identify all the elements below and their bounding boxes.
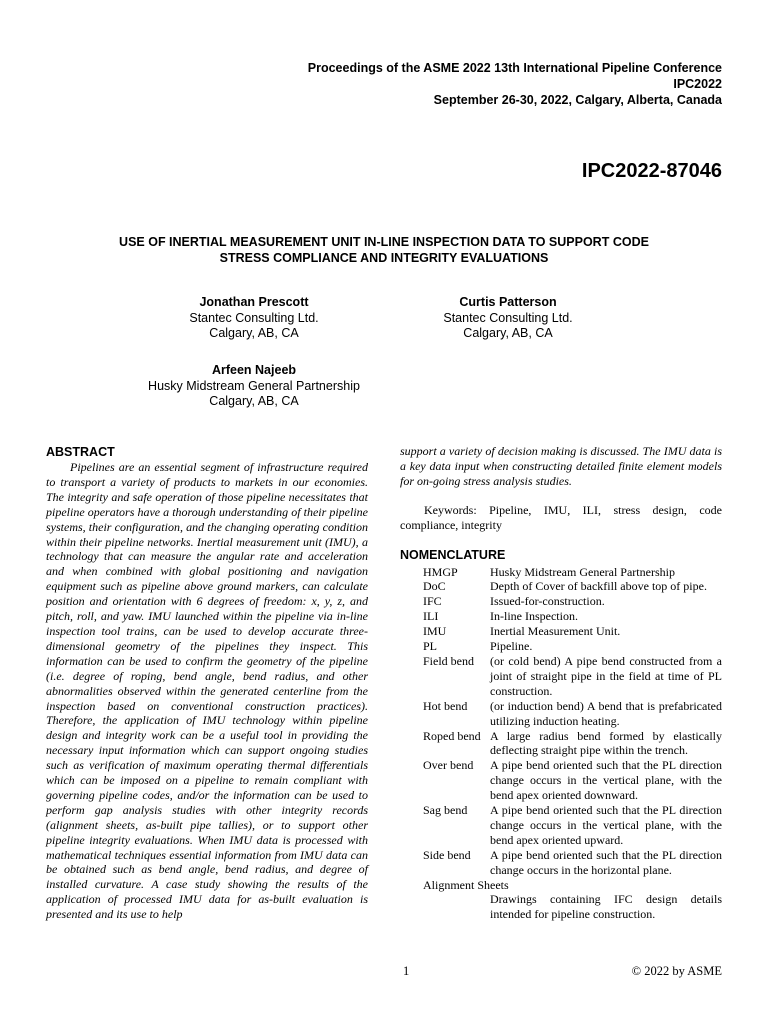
page-number: 1 [403, 964, 410, 978]
nomenclature-row [400, 609, 722, 624]
nomenclature-term: Over bend [423, 758, 474, 773]
right-column [400, 444, 722, 922]
keywords: Keywords: Pipeline, IMU, ILI, stress design, code compliance, integrity [400, 502, 722, 532]
nomenclature-row [400, 639, 722, 654]
abstract-heading: ABSTRACT [46, 445, 115, 459]
author-location: Calgary, AB, CA [463, 326, 553, 340]
nomenclature-row [400, 594, 722, 609]
author-location: Calgary, AB, CA [209, 326, 299, 340]
nomenclature-term: ILI [423, 609, 439, 624]
nomenclature-row [400, 624, 722, 639]
paper-title [60, 234, 708, 266]
nomenclature-term: HMGP [423, 564, 458, 579]
nomenclature-definition: (or cold bend) A pipe bend constructed from a joint of straight pipe in the field at time of PL construction. [490, 653, 722, 698]
conference-code: IPC2022 [673, 77, 722, 91]
nomenclature-term: DoC [423, 579, 446, 594]
paper-title-line-1: USE OF INERTIAL MEASUREMENT UNIT IN-LINE INSPECTION DATA TO SUPPORT CODE [119, 235, 649, 249]
author-affiliation: Stantec Consulting Ltd. [443, 310, 573, 325]
nomenclature-list [400, 565, 722, 878]
nomenclature-definition: A large radius bend formed by elastically deflecting straight pipe within the trench. [490, 728, 722, 758]
conference-header [202, 60, 722, 108]
conference-name: Proceedings of the ASME 2022 13th International Pipeline Conference [307, 61, 722, 75]
nomenclature-row [400, 803, 722, 848]
nomenclature-definition: Pipeline. [490, 639, 533, 654]
author-name: Jonathan Prescott [199, 295, 309, 309]
nomenclature-row [400, 848, 722, 878]
nomenclature-row [400, 729, 722, 759]
nomenclature-row [400, 758, 722, 803]
paper-id: IPC2022-87046 [581, 160, 722, 182]
nomenclature-definition: A pipe bend oriented such that the PL direction change occurs in the vertical plane, with the bend apex oriented upward. [490, 803, 722, 847]
copyright: © 2022 by ASME [631, 964, 722, 978]
author-location: Calgary, AB, CA [209, 394, 299, 408]
nomenclature-definition: Issued-for-construction. [490, 594, 605, 609]
nomenclature-term: Side bend [423, 847, 471, 862]
nomenclature-definition: Husky Midstream General Partnership [490, 564, 675, 579]
nomenclature-term: PL [423, 639, 438, 654]
nomenclature-row [400, 699, 722, 729]
nomenclature-term: Field bend [423, 653, 474, 668]
nomenclature-row [400, 565, 722, 580]
nomenclature-row [400, 654, 722, 699]
abstract-text: Pipelines are an essential segment of infrastructure required to transport a variety of products to markets in our economies. The integrity and safe operation of those pipeline necessitates that pipeline operators have a thorough understanding of their pipeline systems, their configuration, and the changing operating condition within their pipeline networks. Inertial measurement unit (IMU), a technology that can measure the angular rate and acceleration and when combined with global positioning and navigation equipment such as pipeline above ground markers, can calculate position and orientation with 6 degrees of freedom: x, y, z, and pitch, roll, and yaw. IMU launched within the pipeline via in-line inspection tool trains, can be used to develop accurate three-dimensional geometry of the pipelines they inspect. This information can be used to confirm the geometry of the pipeline (i.e. degree of roping, bend angle, bend radius, and other abnormalities observed within the generated centerline from the inspection based on conventional construction practices). Therefore, the application of IMU technology within pipeline design and integrity work can be a useful tool in providing the necessary input information which can support ongoing studies such as verification of maximum operating thermal differentials which can be imposed on a pipeline to remain compliant with governing pipeline codes, and/or the information can be used to perform gap analysis studies with other integrity records (alignment sheets, as-built pipe tallies), or to support other pipeline integrity evaluations. When IMU data is processed with mathematical techniques essential information from IMU data can be obtained such as bend angle, bend radius, and degree of installed curvature. A case study showing the results of the application of processed IMU data for as-built evaluation is presented and its use to help [46, 460, 368, 922]
left-column [46, 444, 368, 922]
nomenclature-heading: NOMENCLATURE [400, 547, 506, 562]
conference-dates: September 26-30, 2022, Calgary, Alberta, Canada [433, 93, 722, 107]
nomenclature-term: IFC [423, 594, 442, 609]
nomenclature-definition: Inertial Measurement Unit. [490, 624, 621, 639]
author-block [134, 295, 374, 342]
nomenclature-definition: Depth of Cover of backfill above top of pipe. [490, 579, 707, 594]
nomenclature-term: Hot bend [423, 698, 468, 713]
author-name: Arfeen Najeeb [211, 363, 297, 377]
nomenclature-term: Roped bend [423, 728, 481, 743]
author-block [134, 363, 374, 410]
nomenclature-term: Alignment Sheets [423, 877, 509, 892]
author-block [388, 295, 628, 342]
nomenclature-term: IMU [423, 624, 447, 639]
paper-title-line-2: STRESS COMPLIANCE AND INTEGRITY EVALUATIONS [219, 251, 549, 265]
abstract-continued: support a variety of decision making is discussed. The IMU data is a key data input when constructing detailed finite element models for on-going stress analysis studies. [400, 444, 722, 488]
nomenclature-definition: A pipe bend oriented such that the PL direction change occurs in the horizontal plane. [490, 847, 722, 877]
nomenclature-definition: (or induction bend) A bend that is prefabricated utilizing induction heating. [490, 698, 722, 728]
nomenclature-definition: A pipe bend oriented such that the PL direction change occurs in the vertical plane, with the bend apex oriented downward. [490, 758, 722, 803]
author-name: Curtis Patterson [459, 295, 557, 309]
author-affiliation: Husky Midstream General Partnership [148, 378, 360, 393]
author-affiliation: Stantec Consulting Ltd. [189, 310, 319, 325]
nomenclature-row [400, 579, 722, 594]
nomenclature-definition: In-line Inspection. [490, 609, 578, 624]
nomenclature-term: Sag bend [423, 803, 468, 818]
nomenclature-definition: Drawings containing IFC design details intended for pipeline construction. [490, 892, 722, 922]
